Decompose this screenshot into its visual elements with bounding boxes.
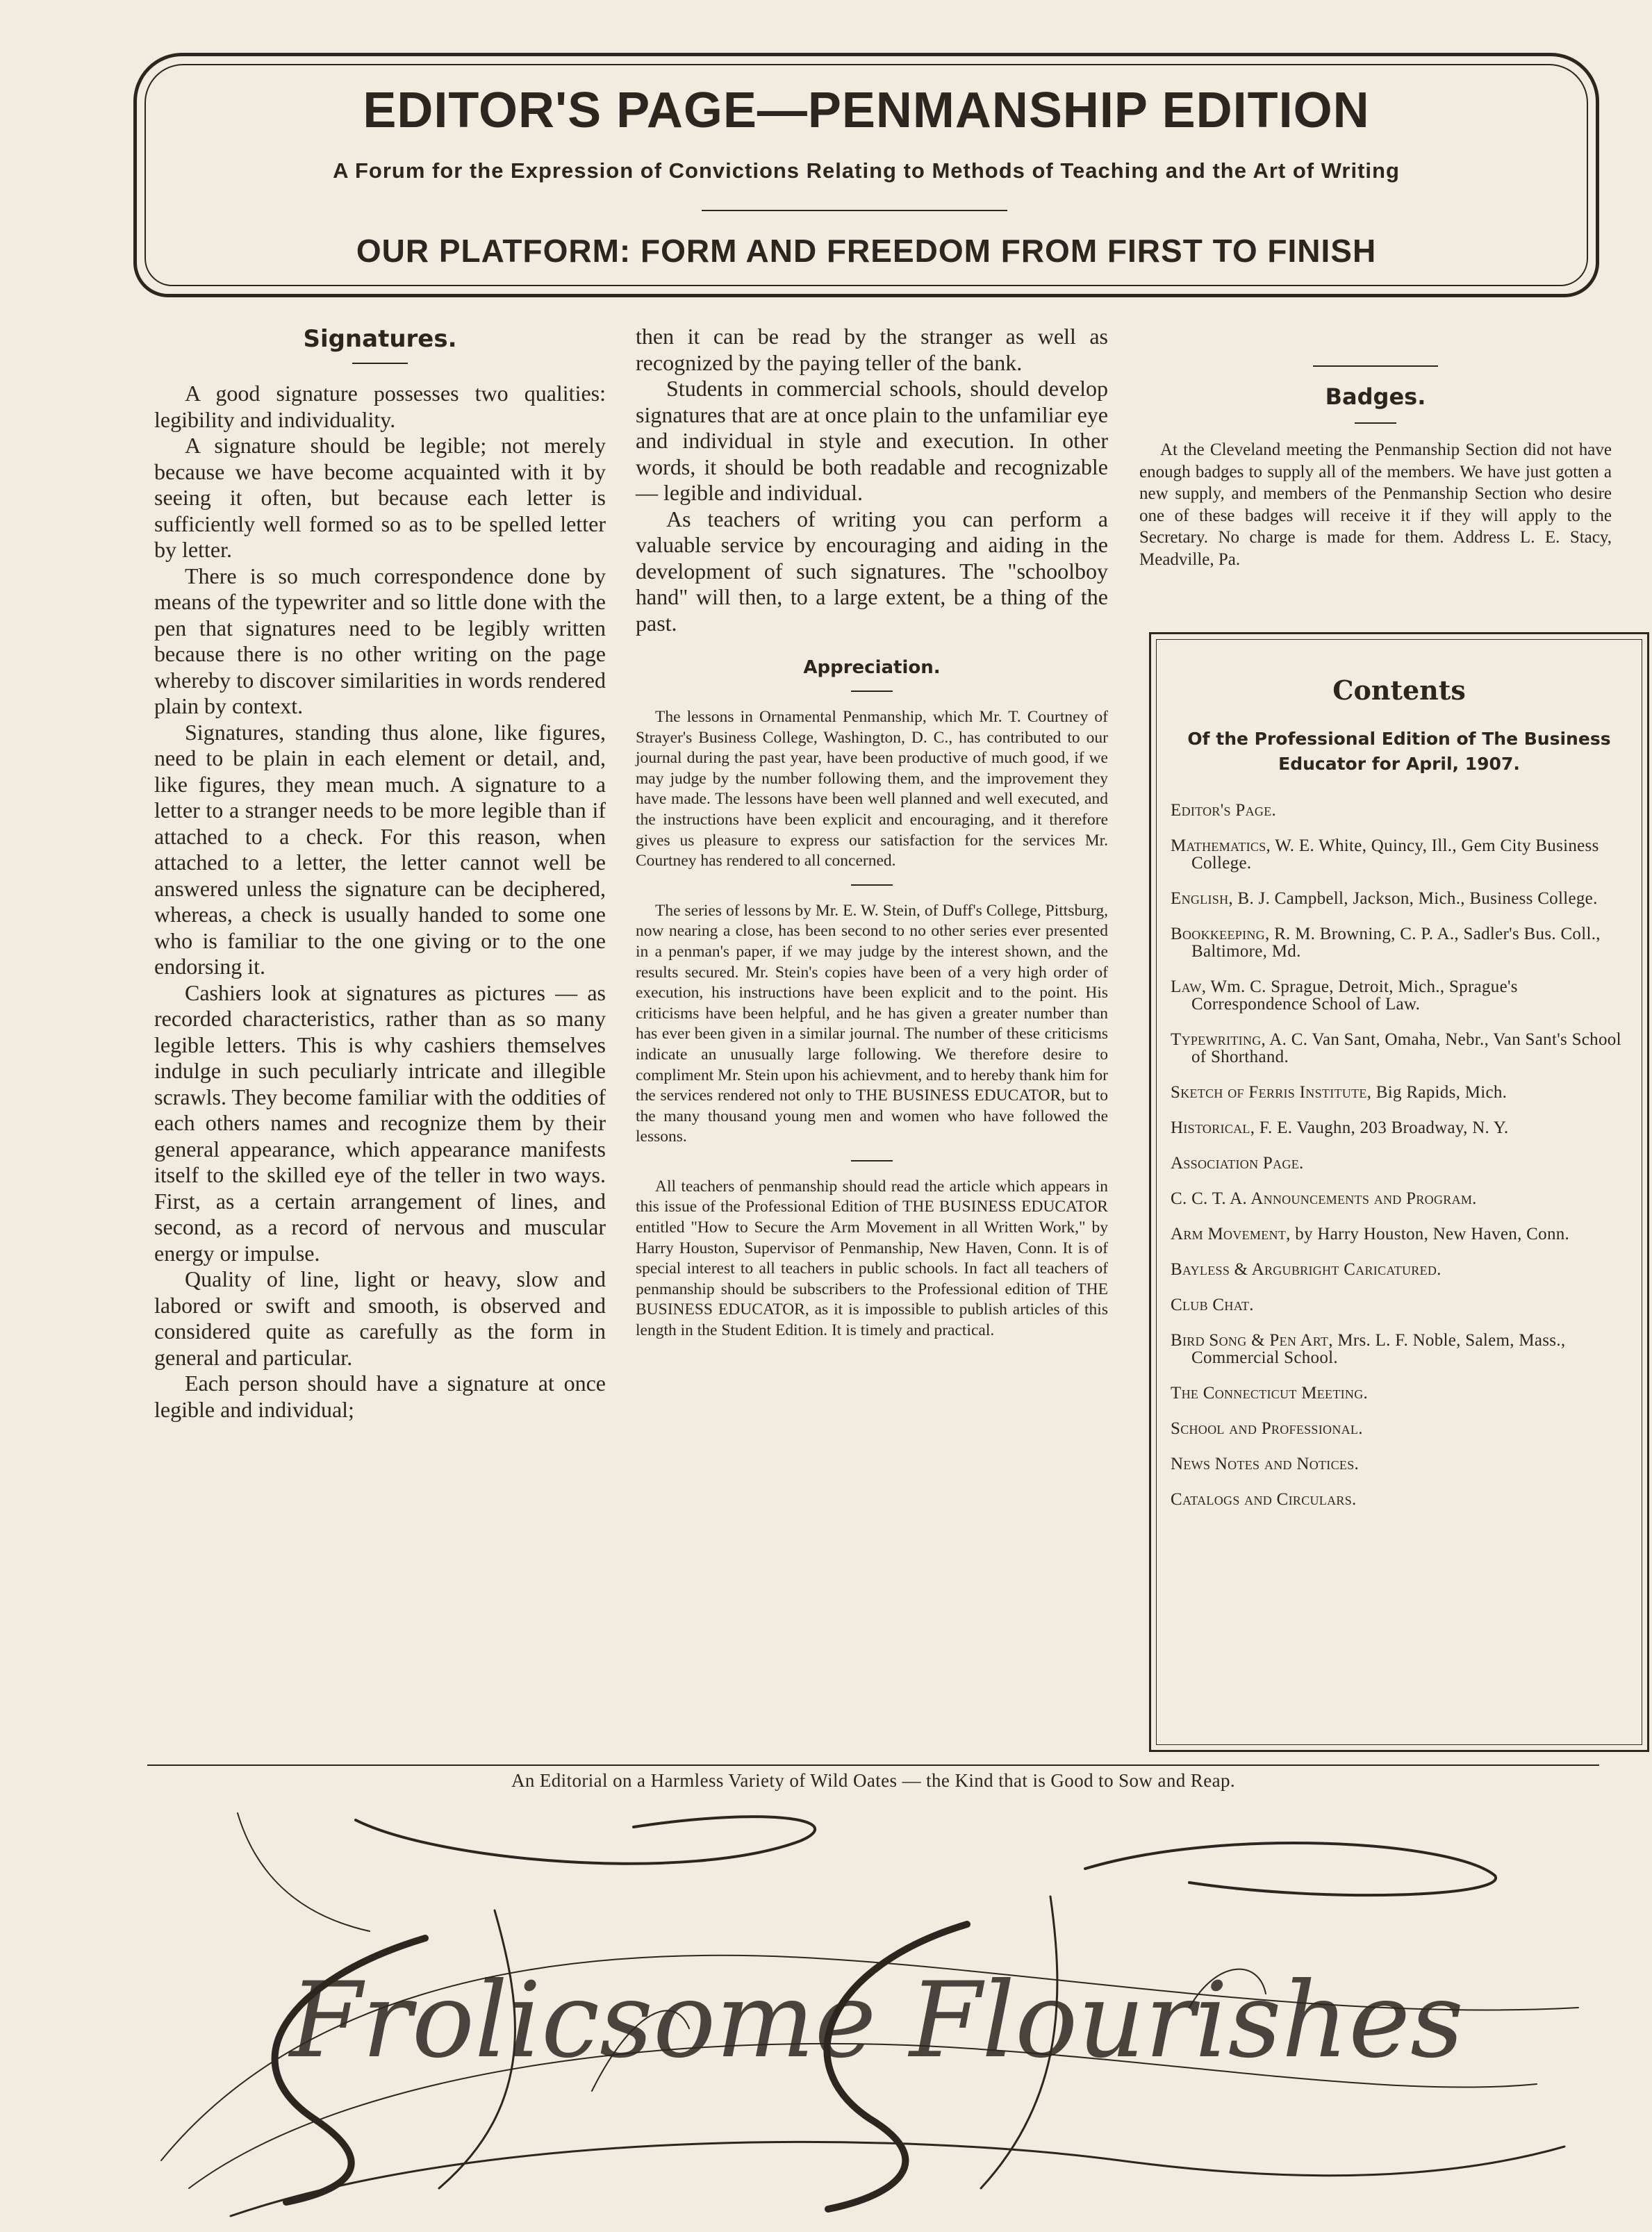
page-subtitle: A Forum for the Expression of Convictions Relating to Methods of Teaching and the Art of Writing bbox=[333, 158, 1400, 183]
paragraph: The series of lessons by Mr. E. W. Stein, of Duff's College, Pittsburg, now nearing a close, has been second to no other series ever presented in a penman's paper, if we may judge by the interest shown, and the results secured. Mr. Stein's copies have been of a very high order of execution, his instructions have been explicit and to the point. His criticisms have been helpful, and he has given a greater number than has ever been given in a similar journal. The number of these criticisms indicate an unusually large following. We therefore desire to compliment Mr. Stein upon his achievment, and to hereby thank him for the services rendered not only to THE BUSINESS EDUCATOR, but to the many thousand young men and women who have followed the lessons. bbox=[636, 901, 1108, 1146]
page-title: EDITOR'S PAGE—PENMANSHIP EDITION bbox=[363, 83, 1370, 138]
paragraph: A good signature possesses two qualities: legibility and individuality. bbox=[154, 381, 606, 432]
paragraph: Signatures, standing thus alone, like figures, need to be plain in each element or detail, and, like figures, they mean much. A signature to a letter to a stranger needs to be more legible than if attached to a check. For this reason, when attached to a letter, the letter cannot well be answered unless the signature can be deciphered, whereas, a check is usually handed to some one who is familiar to the one giving or to the one endorsing it. bbox=[154, 719, 606, 979]
column-signatures bbox=[154, 324, 606, 1423]
contents-item-head: Historical, bbox=[1171, 1118, 1255, 1137]
contents-item-head: Mathematics, bbox=[1171, 836, 1271, 855]
section-divider bbox=[352, 363, 408, 364]
contents-item bbox=[1171, 925, 1628, 960]
contents-item-head: Typewriting, bbox=[1171, 1030, 1266, 1049]
contents-item-detail: A. C. Van Sant, Omaha, Nebr., Van Sant's School of Shorthand. bbox=[1191, 1030, 1621, 1066]
contents-item-head: Association Page. bbox=[1171, 1154, 1304, 1173]
flourish-stroke bbox=[238, 1813, 370, 1931]
contents-item-head: C. C. T. A. Announcements and Program. bbox=[1171, 1189, 1477, 1208]
contents-item bbox=[1171, 1261, 1628, 1278]
contents-item-head: Bookkeeping, bbox=[1171, 925, 1270, 943]
contents-item-head: The Connecticut Meeting. bbox=[1171, 1384, 1369, 1403]
contents-item-detail: R. M. Browning, C. P. A., Sadler's Bus. Coll., Baltimore, Md. bbox=[1191, 925, 1601, 961]
contents-item-head: Bayless & Argubright Caricatured. bbox=[1171, 1260, 1442, 1279]
contents-item-detail: Big Rapids, Mich. bbox=[1371, 1083, 1508, 1102]
flourish-stroke bbox=[356, 1817, 815, 1864]
section-divider bbox=[1313, 365, 1438, 367]
contents-item-detail: B. J. Campbell, Jackson, Mich., Business College. bbox=[1232, 889, 1598, 908]
contents-item-detail: F. E. Vaughn, 203 Broadway, N. Y. bbox=[1255, 1118, 1509, 1137]
platform-line: OUR PLATFORM: FORM AND FREEDOM FROM FIRST TO FINISH bbox=[356, 233, 1377, 269]
contents-subtitle: Of the Professional Edition of The Business Educator for April, 1907. bbox=[1187, 729, 1611, 774]
paragraph: A signature should be legible; not merely because we have become acquainted with it by seeing it often, but because each letter is sufficiently well formed so as to be spelled letter by letter. bbox=[154, 433, 606, 562]
paragraph: At the Cleveland meeting the Penmanship Section did not have enough badges to supply all of the members. We have just gotten a new supply, and members of the Penmanship Section who desire one of these badges will receive it if they will apply to the Secretary. No charge is made for them. Address L. E. Stacy, Meadville, Pa. bbox=[1139, 440, 1612, 569]
contents-item-head: Law, bbox=[1171, 977, 1207, 996]
contents-item-head: Editor's Page. bbox=[1171, 801, 1277, 820]
contents-item-detail: Wm. C. Sprague, Detroit, Mich., Sprague's Correspondence School of Law. bbox=[1191, 977, 1518, 1014]
section-divider bbox=[851, 884, 893, 886]
contents-item bbox=[1171, 837, 1628, 872]
contents-box bbox=[1149, 632, 1649, 1752]
section-divider bbox=[851, 1160, 893, 1162]
banner-divider bbox=[147, 1764, 1599, 1766]
section-divider bbox=[1355, 422, 1396, 424]
contents-item-detail: W. E. White, Quincy, Ill., Gem City Business College. bbox=[1191, 836, 1599, 873]
contents-item-head: News Notes and Notices. bbox=[1171, 1455, 1360, 1473]
paragraph: There is so much correspondence done by means of the typewriter and so little done with the pen that signatures need to be legibly written because there is no other writing on the page whereby to discover similarities in words rendered plain by context. bbox=[154, 563, 606, 718]
contents-item bbox=[1171, 1119, 1628, 1136]
contents-item bbox=[1171, 1491, 1628, 1508]
section-heading-signatures: Signatures. bbox=[303, 325, 457, 353]
paragraph: All teachers of penmanship should read the article which appears in this issue of the Professional Edition of THE BUSINESS EDUCATOR entitled "How to Secure the Arm Movement in all Written Work," by Harry Houston, Supervisor of Penmanship, New Haven, Conn. It is of special interest to all teachers in public schools. In fact all teachers of penmanship should be subscribers to the Professional edition of THE BUSINESS EDUCATOR, as it is impossible to publish articles of this length in the Student Edition. It is timely and practical. bbox=[636, 1177, 1108, 1340]
contents-item-head: Arm Movement, bbox=[1171, 1225, 1291, 1243]
paragraph: then it can be read by the stranger as well as recognized by the paying teller of the bank. bbox=[636, 324, 1108, 375]
column-right bbox=[1139, 324, 1612, 571]
contents-item bbox=[1171, 1332, 1628, 1366]
contents-item-head: Bird Song & Pen Art, bbox=[1171, 1331, 1333, 1350]
contents-item-head: School and Professional. bbox=[1171, 1419, 1363, 1438]
paragraph: Quality of line, light or heavy, slow and labored or swift and smooth, is observed and considered quite as carefully as the form in general and particular. bbox=[154, 1266, 606, 1370]
contents-item bbox=[1171, 1084, 1628, 1101]
contents-item bbox=[1171, 1190, 1628, 1207]
contents-item-head: Club Chat. bbox=[1171, 1296, 1254, 1314]
section-heading-appreciation: Appreciation. bbox=[803, 657, 941, 678]
paragraph: Students in commercial schools, should develop signatures that are at once plain to the unfamiliar eye and individual in style and execution. In other words, it should be both readable and recognizable — legible and individual. bbox=[636, 376, 1108, 505]
section-heading-badges: Badges. bbox=[1325, 383, 1426, 410]
banner-caption: An Editorial on a Harmless Variety of Wild Oates — the Kind that is Good to Sow and Reap. bbox=[511, 1770, 1236, 1791]
paragraph: As teachers of writing you can perform a valuable service by encouraging and aiding in the development of such signatures. The "schoolboy hand" will then, to a large extent, be a thing of the past. bbox=[636, 506, 1108, 636]
contents-item-detail: by Harry Houston, New Haven, Conn. bbox=[1290, 1225, 1570, 1243]
contents-list bbox=[1171, 802, 1628, 1508]
paragraph: Each person should have a signature at once legible and individual; bbox=[154, 1371, 606, 1422]
contents-item bbox=[1171, 1296, 1628, 1314]
contents-item bbox=[1171, 1384, 1628, 1402]
contents-item-head: Sketch of Ferris Institute, bbox=[1171, 1083, 1372, 1102]
contents-item bbox=[1171, 1455, 1628, 1473]
contents-item-head: Catalogs and Circulars. bbox=[1171, 1490, 1357, 1509]
contents-item bbox=[1171, 1031, 1628, 1066]
contents-item-head: English, bbox=[1171, 889, 1233, 908]
contents-item bbox=[1171, 978, 1628, 1013]
contents-item-detail: Mrs. L. F. Noble, Salem, Mass., Commercial School. bbox=[1191, 1331, 1566, 1367]
paragraph: Cashiers look at signatures as pictures — as recorded characteristics, rather than as so many legible letters. This is why cashiers themselves indulge in such peculiarly intricate and illegible scrawls. They become familiar with the oddities of each others names and recognize them by their general appearance, which appearance manifests itself to the skilled eye of the teller in two ways. First, as a certain arrangement of lines, and second, as a record of nervous and muscular energy or impulse. bbox=[154, 979, 606, 1266]
section-divider bbox=[851, 691, 893, 692]
paragraph: The lessons in Ornamental Penmanship, which Mr. T. Courtney of Strayer's Business College, Washington, D. C., has contributed to our journal during the past year, have been productive of much good, if we may judge by the number following them, and the improvement they have made. The lessons have been well planned and well executed, and the instructions have been explicit and encouraging, and it therefore gives us pleasure to express our satisfaction for the services Mr. Courtney has rendered to all concerned. bbox=[636, 708, 1108, 870]
contents-item bbox=[1171, 802, 1628, 819]
flourish-script-title: Frolicsome Flourishes bbox=[290, 1960, 1464, 2081]
column-middle bbox=[636, 324, 1108, 1341]
flourish-artwork bbox=[147, 1799, 1599, 2223]
contents-item bbox=[1171, 1225, 1628, 1243]
flourish-stroke bbox=[1085, 1843, 1496, 1895]
contents-item bbox=[1171, 1420, 1628, 1437]
header-divider bbox=[702, 210, 1007, 211]
contents-title: Contents bbox=[1332, 675, 1466, 706]
contents-item bbox=[1171, 890, 1628, 907]
contents-item bbox=[1171, 1155, 1628, 1172]
